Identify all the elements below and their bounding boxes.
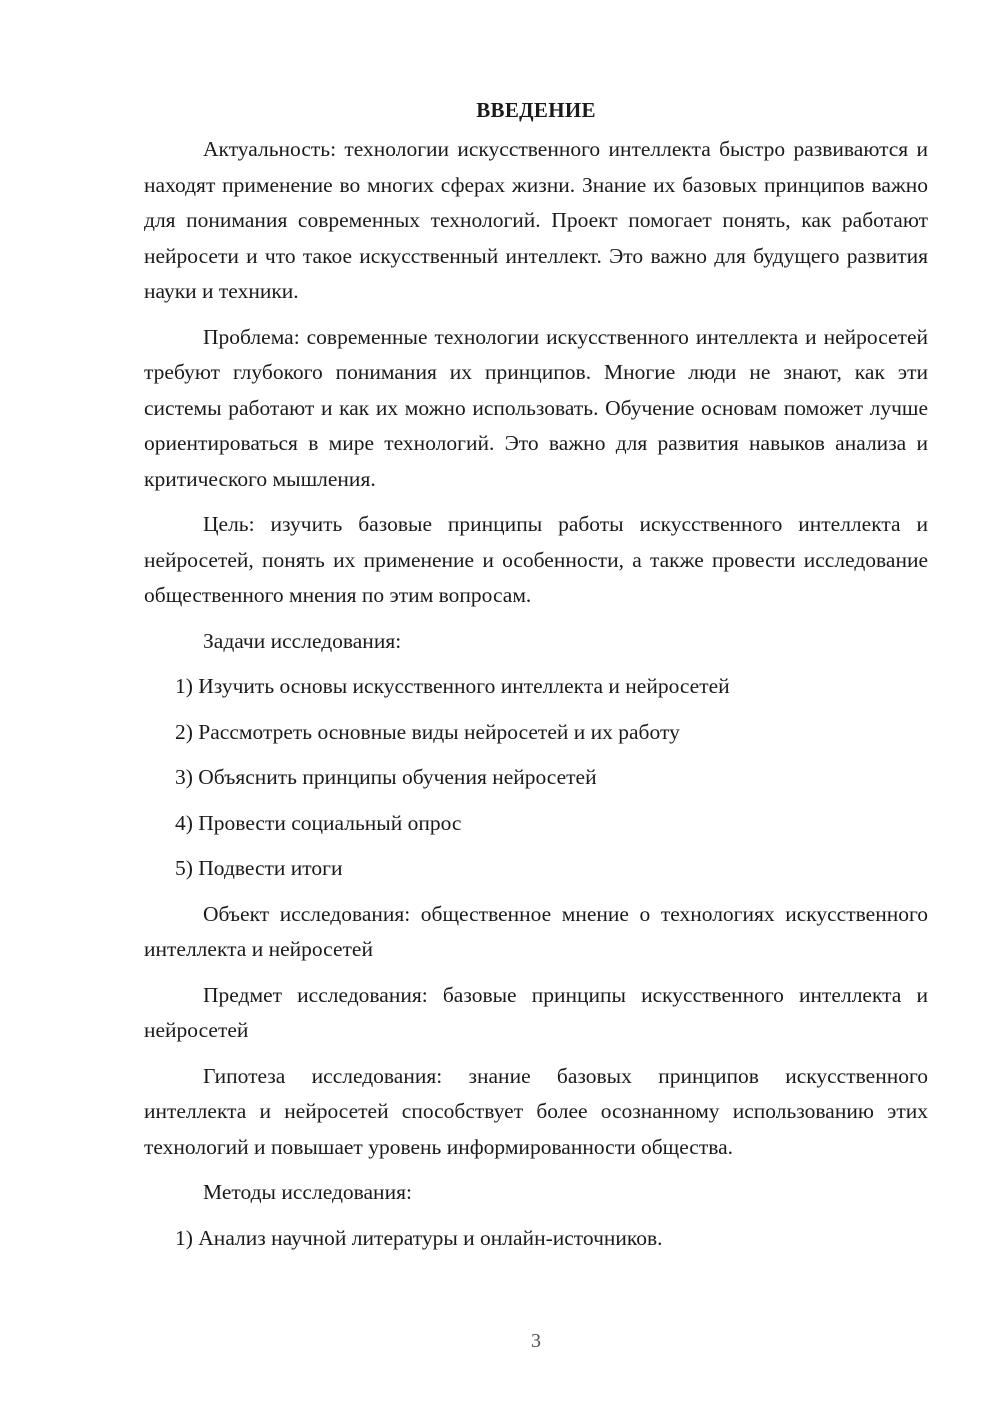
task-item: 3) Объяснить принципы обучения нейросетей: [175, 765, 597, 789]
goal-paragraph: Цель: изучить базовые принципы работы искусственного интеллекта и нейросетей, понять их применение и особенности, а также провести исследование общественного мнения по этим вопросам.: [144, 512, 928, 607]
section-heading: ВВЕДЕНИЕ: [476, 98, 596, 122]
object-paragraph: Объект исследования: общественное мнение о технологиях искусственного интеллекта и нейросетей: [144, 901, 928, 961]
tasks-heading: Задачи исследования:: [203, 628, 402, 653]
task-item: 1) Изучить основы искусственного интеллекта и нейросетей: [175, 674, 730, 698]
methods-heading: Методы исследования:: [203, 1180, 412, 1204]
hypothesis-paragraph: Гипотеза исследования: знание базовых принципов искусственного интеллекта и нейросетей способствует более осознанному использованию этих технологий и повышает уровень информированности общества.: [144, 1063, 928, 1159]
problem-paragraph: Проблема: современные технологии искусственного интеллекта и нейросетей требуют глубокого понимания их принципов. Многие люди не знают, как эти системы работают и как их можно использовать. Обучение основам поможет лучше ориентироваться в мире технологий. Это важно для развития навыков анализа и критического мышления.: [144, 324, 928, 491]
relevance-paragraph: Актуальность: технологии искусственного интеллекта быстро развиваются и находят применение во многих сферах жизни. Знание их базовых принципов важно для понимания современных технологий. Проект помогает понять, как работают нейросети и что такое искусственный интеллект. Это важно для будущего развития науки и техники.: [144, 137, 928, 303]
document-page: [144, 92, 928, 1266]
method-item: 1) Анализ научной литературы и онлайн-источников.: [175, 1225, 663, 1250]
subject-paragraph: Предмет исследования: базовые принципы искусственного интеллекта и нейросетей: [144, 982, 928, 1042]
page-number: 3: [531, 1330, 541, 1352]
task-item: 4) Провести социальный опрос: [175, 810, 462, 835]
task-item: 2) Рассмотреть основные виды нейросетей и их работу: [175, 719, 680, 744]
task-item: 5) Подвести итоги: [175, 856, 343, 880]
